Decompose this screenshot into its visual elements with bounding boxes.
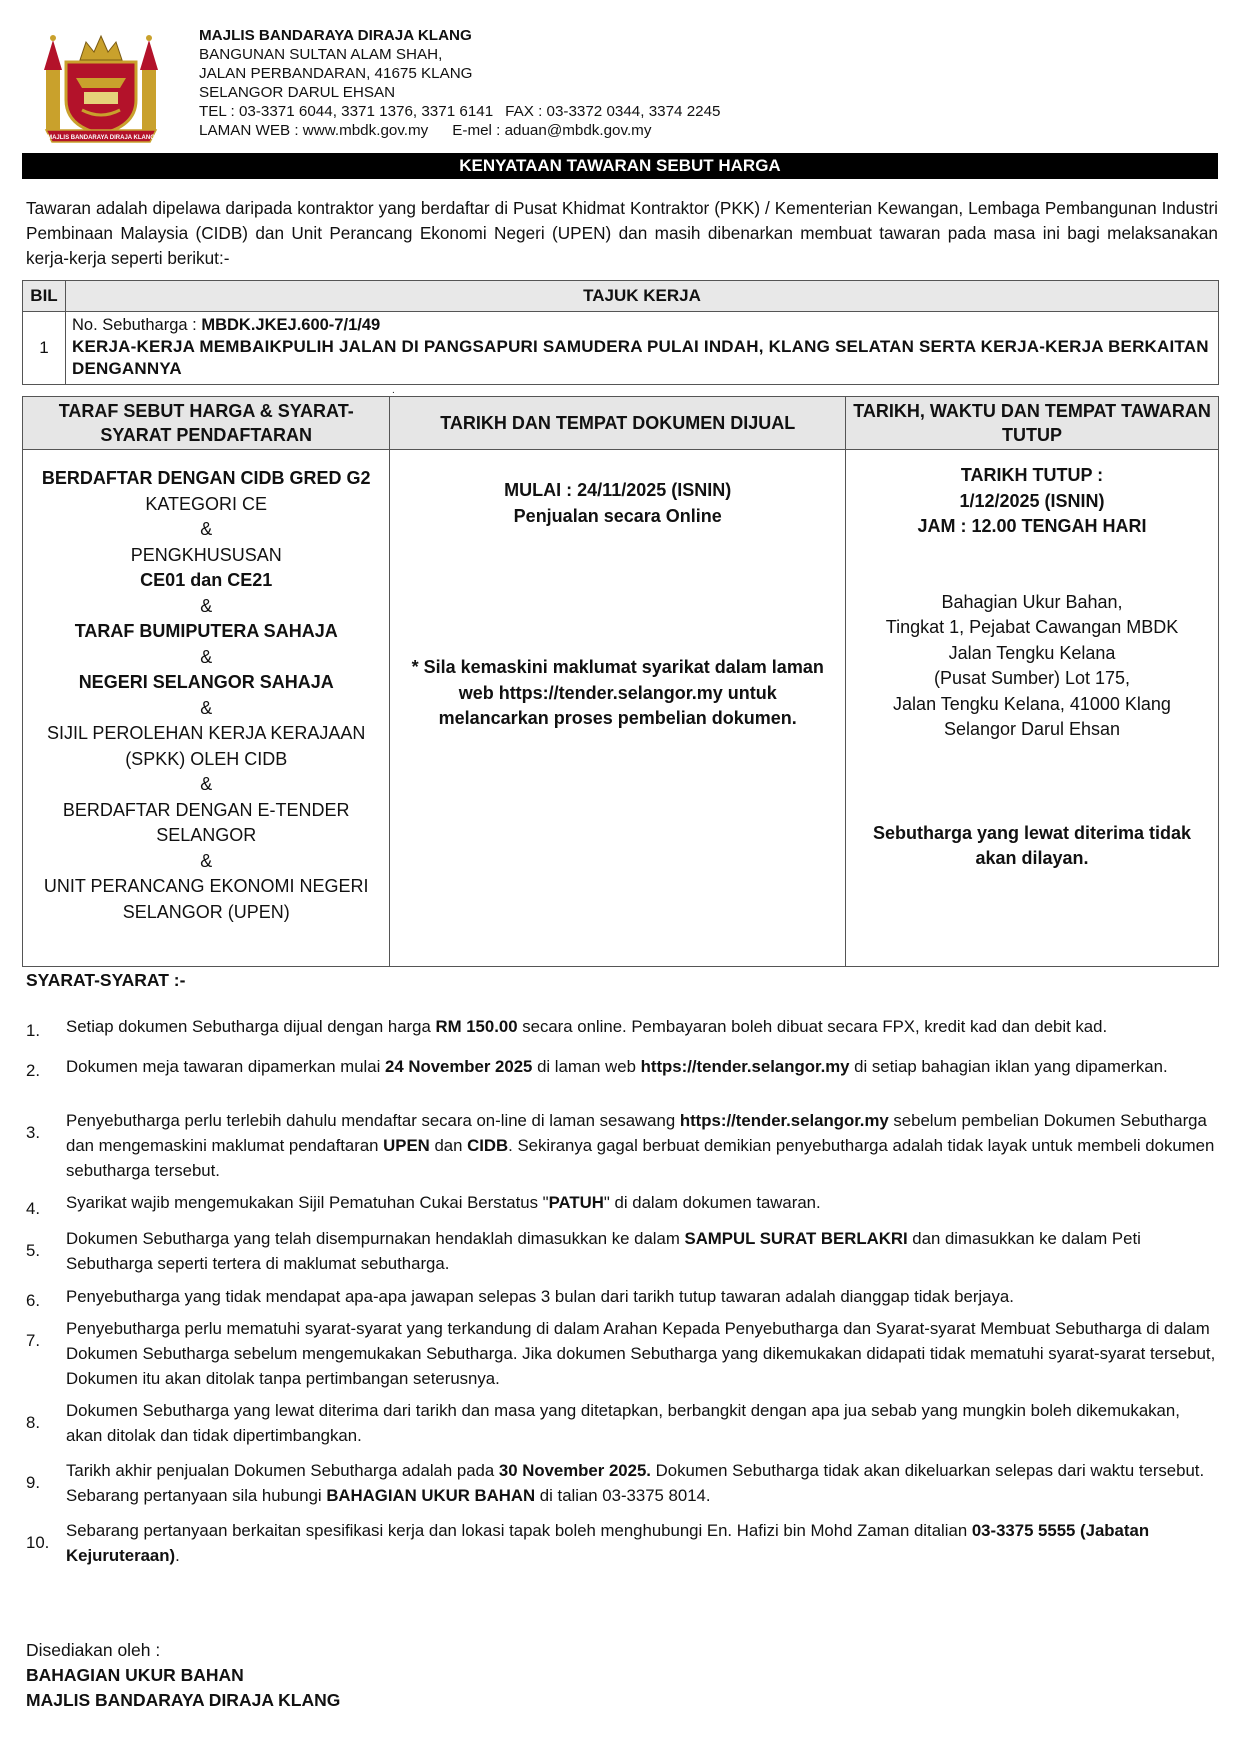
condition-number: 5. [26, 1241, 40, 1260]
work-title: KERJA-KERJA MEMBAIKPULIH JALAN DI PANGSAPURI SAMUDERA PULAI INDAH, KLANG SELATAN SERTA KERJA-KERJA BERKAITAN DENGANNYA [72, 337, 1209, 378]
closing-label: TARIKH TUTUP : [960, 465, 1104, 485]
condition-number: 3. [26, 1123, 40, 1142]
closing-info: TARIKH TUTUP : 1/12/2025 (ISNIN) JAM : 12.00 TENGAH HARI Bahagian Ukur Bahan, Tingkat 1, Pejabat Cawangan MBDK Jalan Tengku Kelana (Pusat Sumber) Lot 175, Jalan Tengku Kelana, 41000 Klang Selangor Darul Ehsan Sebutharga yang lewat diterima tidak akan dilayan. [846, 450, 1219, 967]
prepared-by [26, 1638, 340, 1713]
condition-text: Sebarang pertanyaan berkaitan spesifikasi kerja dan lokasi tapak boleh menghubungi En. Hafizi bin Mohd Zaman ditalian 03-3375 5555 (Jabatan Kejuruteraan). [66, 1521, 1150, 1565]
req-category: KATEGORI CE [145, 493, 268, 514]
condition-number: 7. [26, 1331, 40, 1350]
req-spkk: SIJIL PEROLEHAN KERJA KERAJAAN [46, 723, 366, 743]
col-registration: TARAF SEBUT HARGA & SYARAT-SYARAT PENDAFTARAN [23, 397, 390, 450]
address-line-1: BANGUNAN SULTAN ALAM SHAH, [199, 46, 443, 63]
registration-requirements: BERDAFTAR DENGAN CIDB GRED G2 KATEGORI CE & PENGKHUSUSAN CE01 dan CE21 & TARAF BUMIPUTERA SAHAJA & NEGERI SELANGOR SAHAJA & SIJIL PEROLEHAN KERJA KERAJAAN (SPKK) OLEH CIDB & BERDAFTAR DENGAN E-TENDER SELANGOR & UNIT PERANCANG EKONOMI NEGERI SELANGOR (UPEN) [23, 450, 390, 967]
closing-address: Bahagian Ukur Bahan, [941, 591, 1123, 612]
email: E-mel : aduan@mbdk.gov.my [452, 122, 652, 139]
crest-logo [42, 30, 160, 148]
conditions-heading: SYARAT-SYARAT :- [26, 970, 186, 990]
condition-number: 6. [26, 1291, 40, 1310]
req-bumiputera: TARAF BUMIPUTERA SAHAJA [74, 621, 338, 641]
condition-text: Penyebutharga perlu mematuhi syarat-syarat yang terkandung di dalam Arahan Kepada Penyebutharga dan Syarat-syarat Membuat Sebutharga di dalam Dokumen Sebutharga sebelum mengemukakan Sebutharga. Jika dokumen Sebutharga yang dikemukakan didapati tidak mematuhi syarat-syarat tersebut, Dokumen itu akan ditolak tanpa pertimbangan seterusnya. [66, 1319, 1216, 1388]
address-line-2: JALAN PERBANDARAN, 41675 KLANG [199, 65, 473, 82]
req-specialisation-label: PENGKHUSUSAN [130, 544, 282, 565]
condition-text: Dokumen Sebutharga yang telah disempurnakan hendaklah dimasukkan ke dalam SAMPUL SURAT BERLAKRI dan dimasukkan ke dalam Peti Sebutharga seperti tertera di maklumat sebutharga. [66, 1229, 1141, 1273]
crest-ribbon-text: MAJLIS BANDARAYA DIRAJA KLANG [47, 135, 155, 141]
work-table [22, 280, 1219, 385]
item-number: 1 [23, 312, 66, 385]
condition-text: Dokumen Sebutharga yang lewat diterima dari tarikh dan masa yang ditetapkan, berbangkit dengan apa jua sebab yang mungkin boleh dikemukakan, akan ditolak dan tidak dipertimbangkan. [66, 1401, 1180, 1445]
col-closing: TARIKH, WAKTU DAN TEMPAT TAWARAN TUTUP [846, 397, 1219, 450]
req-etender: BERDAFTAR DENGAN E-TENDER [62, 799, 350, 820]
condition-text: Dokumen meja tawaran dipamerkan mulai 24 November 2025 di laman web https://tender.selangor.my di setiap bahagian iklan yang dipamerkan. [66, 1057, 1168, 1076]
req-selangor: NEGERI SELANGOR SAHAJA [78, 672, 334, 692]
condition-text: Penyebutharga yang tidak mendapat apa-apa jawapan selepas 3 bulan dari tarikh tutup tawaran adalah dianggap tidak berjaya. [66, 1287, 1014, 1306]
org-name: MAJLIS BANDARAYA DIRAJA KLANG [199, 27, 472, 44]
notice-title: KENYATAAN TAWARAN SEBUT HARGA [22, 153, 1218, 179]
prepared-org: MAJLIS BANDARAYA DIRAJA KLANG [26, 1690, 341, 1710]
sale-start: MULAI : 24/11/2025 (ISNIN) [504, 480, 732, 500]
sale-note: * Sila kemaskini maklumat syarikat dalam laman web https://tender.selangor.my untuk melancarkan proses pembelian dokumen. [411, 657, 824, 728]
ref-label: No. Sebutharga : [72, 316, 202, 334]
req-cidb-grade: BERDAFTAR DENGAN CIDB GRED G2 [41, 468, 371, 488]
closing-date: 1/12/2025 (ISNIN) [959, 490, 1105, 511]
condition-number: 8. [26, 1413, 40, 1432]
col-tajuk-kerja: TAJUK KERJA [66, 281, 1219, 312]
sale-mode: Penjualan secara Online [513, 505, 722, 526]
col-bil: BIL [23, 281, 66, 312]
prepared-label: Disediakan oleh : [26, 1640, 161, 1660]
condition-number: 9. [26, 1473, 40, 1492]
telephone: TEL : 03-3371 6044, 3371 1376, 3371 6141 [199, 103, 494, 120]
req-specialisation: CE01 dan CE21 [140, 570, 273, 590]
closing-time: JAM : 12.00 TENGAH HARI [917, 516, 1147, 536]
document-page: MAJLIS BANDARAYA DIRAJA KLANG MAJLIS BANDARAYA DIRAJA KLANG BANGUNAN SULTAN ALAM SHAH, JALAN PERBANDARAN, 41675 KLANG SELANGOR DARUL EHSAN TEL : 03-3371 6044, 3371 1376, 3371 6141 FAX : 03-3372 0344, 3374 2245 LAMAN WEB : www.mbdk.gov.my E-mel : aduan@mbdk.gov.my KENYATAAN TAWARAN SEBUT HARGA Tawaran adalah dipelawa daripada kontraktor yang berdaftar di Pusat Khidmat Kontraktor (PKK) / Kementerian Kewangan, Lembaga Pembangunan Industri Pembinaan Malaysia (CIDB) dan Unit Perancang Ekonomi Negeri (UPEN) dan masih dibenarkan membuat tawaran pada masa ini bagi melaksanakan kerja-kerja seperti berikut:- BIL TAJUK KERJA 1 No. Sebutharga : MBDK.JKEJ.600-7/1/49 KERJA-KERJA MEMBAIKPULIH JALAN DI PANGSAPURI SAMUDERA PULAI INDAH, KLANG SELATAN SERTA KERJA-KERJA BERKAITAN DENGANNYA . TARAF SEBUT HARGA & SYARAT-SYARAT PENDAFTARAN TARIKH DAN TEMPAT DOKUMEN DIJUAL TARIKH, WAKTU DAN TEMPAT TAWARAN TUTUP BERDAFTAR DENGAN CIDB GRED G2 KATEGORI CE & PENGKHUSUSAN CE01 dan CE21 & TARAF BUMIPUTERA SAHAJA & NEGERI SELANGOR SAHAJA & SIJIL PEROLEHAN KERJA KERAJAAN (SPKK) OLEH CIDB & BERDAFTAR DENGAN E-TENDER SELANGOR & UNIT PERANCANG EKONOMI NEGERI SELANGOR (UPEN) MULAI : 24/11/2025 (ISNIN) Penjualan secara Online * Sila kemaskini maklumat syarikat dalam laman web https://tender.selangor.my untuk melancarkan proses pembelian dokumen. TARIKH TUTUP : 1/12/2025 (ISNIN) JAM : 12.00 TENGAH HARI Bahagian Ukur Bahan, Tingkat 1, Pejabat Cawangan MBDK Jalan Tengku Kelana (Pusat Sumber) Lot 175, Jalan Tengku Kelana, 41000 Klang Selangor Darul Ehsan Sebutharga yang lewat diterima tidak akan dilayan. SYARAT-SYARAT :- 1. Setiap dokumen Sebutharga dijual dengan harga RM 150.00 secara online. Pembayaran boleh dibuat secara FPX, kredit kad dan debit kad. 2. Dokumen meja tawaran dipamerkan mulai 24 November 2025 di laman web https://tender.selangor.my di setiap bahagian iklan yang dipamerkan. 3. Penyebutharga perlu terlebih dahulu mendaftar secara on-line di laman sesawang https://tender.selangor.my sebelum pembelian Dokumen Sebutharga dan mengemaskini maklumat pendaftaran UPEN dan CIDB. Sekiranya gagal berbuat demikian penyebutharga adalah tidak layak untuk membeli dokumen sebutharga tersebut. 4. Syarikat wajib mengemukakan Sijil Pematuhan Cukai Berstatus "PATUH" di dalam dokumen tawaran. 5. Dokumen Sebutharga yang telah disempurnakan hendaklah dimasukkan ke dalam SAMPUL SURAT BERLAKRI dan dimasukkan ke dalam Peti Sebutharga seperti tertera di maklumat sebutharga. 6. Penyebutharga yang tidak mendapat apa-apa jawapan selepas 3 bulan dari tarikh tutup tawaran adalah dianggap tidak berjaya. 7. Penyebutharga perlu mematuhi syarat-syarat yang terkandung di dalam Arahan Kepada Penyebutharga dan Syarat-syarat Membuat Sebutharga di dalam Dokumen Sebutharga sebelum mengemukakan Sebutharga. Jika dokumen Sebutharga yang dikemukakan didapati tidak mematuhi syarat-syarat tersebut, Dokumen itu akan ditolak tanpa pertimbangan seterusnya. 8. Dokumen Sebutharga yang lewat diterima dari tarikh dan masa yang ditetapkan, berbangkit dengan apa jua sebab yang mungkin boleh dikemukakan, akan ditolak dan tidak dipertimbangkan. 9. Tarikh akhir penjualan Dokumen Sebutharga adalah pada 30 November 2025. Dokumen Sebutharga tidak akan dikeluarkan selepas dari waktu tersebut. Sebarang pertanyaan sila hubungi BAHAGIAN UKUR BAHAN di talian 03-3375 8014. 10. Sebarang pertanyaan berkaitan spesifikasi kerja dan lokasi tapak boleh menghubungi En. Hafizi bin Mohd Zaman ditalian 03-3375 5555 (Jabatan Kejuruteraan). Disediakan oleh : BAHAGIAN UKUR BAHAN MAJLIS BANDARAYA DIRAJA KLANG [0, 0, 1241, 1754]
intro-paragraph: Tawaran adalah dipelawa daripada kontraktor yang berdaftar di Pusat Khidmat Kontraktor (PKK) / Kementerian Kewangan, Lembaga Pembangunan Industri Pembinaan Malaysia (CIDB) dan Unit Perancang Ekonomi Negeri (UPEN) dan masih dibenarkan membuat tawaran pada masa ini bagi melaksanakan kerja-kerja seperti berikut:- [26, 198, 1218, 268]
fax: FAX : 03-3372 0344, 3374 2245 [505, 103, 721, 120]
condition-text: Tarikh akhir penjualan Dokumen Sebutharga adalah pada 30 November 2025. Dokumen Sebutharga tidak akan dikeluarkan selepas dari waktu tersebut. Sebarang pertanyaan sila hubungi BAHAGIAN UKUR BAHAN di talian 03-3375 8014. [66, 1461, 1205, 1505]
condition-number: 4. [26, 1199, 40, 1218]
website: LAMAN WEB : www.mbdk.gov.my [199, 122, 429, 139]
table-row [23, 312, 1219, 385]
document-sale [390, 450, 846, 967]
prepared-dept: BAHAGIAN UKUR BAHAN [26, 1665, 244, 1685]
condition-text: Setiap dokumen Sebutharga dijual dengan harga RM 150.00 secara online. Pembayaran boleh dibuat secara FPX, kredit kad dan debit kad. [66, 1017, 1108, 1036]
req-upen: UNIT PERANCANG EKONOMI NEGERI [43, 876, 369, 896]
address-line-3: SELANGOR DARUL EHSAN [199, 84, 396, 101]
condition-number: 10. [26, 1533, 50, 1552]
condition-text: Penyebutharga perlu terlebih dahulu mendaftar secara on-line di laman sesawang https://tender.selangor.my sebelum pembelian Dokumen Sebutharga dan mengemaskini maklumat pendaftaran UPEN dan CIDB. Sekiranya gagal berbuat demikian penyebutharga adalah tidak layak untuk membeli dokumen sebutharga tersebut. [66, 1111, 1215, 1180]
work-item [66, 312, 1219, 385]
condition-number: 2. [26, 1061, 40, 1080]
condition-number: 1. [26, 1021, 40, 1040]
terms-table [22, 396, 1219, 967]
organization-header [199, 26, 721, 140]
ref-number: MBDK.JKEJ.600-7/1/49 [201, 316, 381, 334]
late-note: Sebutharga yang lewat diterima tidak akan dilayan. [872, 822, 1192, 868]
condition-text: Syarikat wajib mengemukakan Sijil Pematuhan Cukai Berstatus "PATUH" di dalam dokumen tawaran. [66, 1193, 821, 1212]
col-sale: TARIKH DAN TEMPAT DOKUMEN DIJUAL [390, 397, 846, 450]
